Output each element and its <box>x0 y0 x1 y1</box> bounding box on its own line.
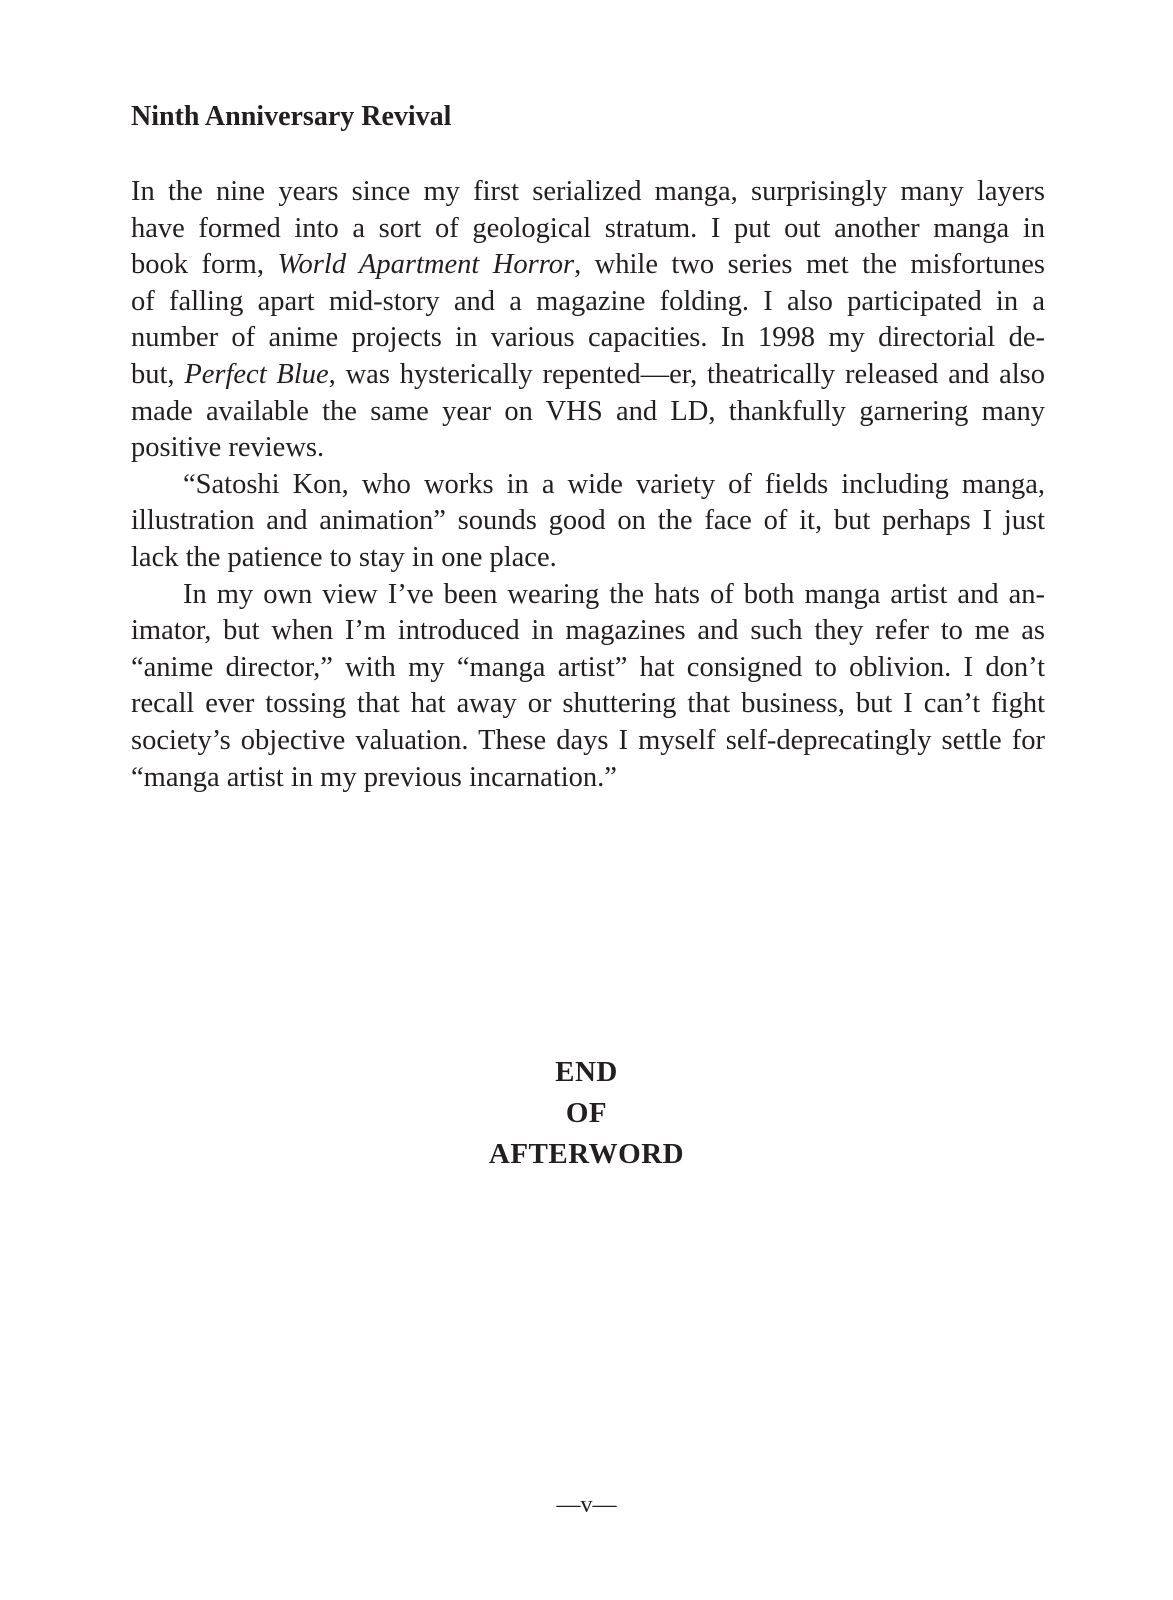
text-line: illustration and animation” sounds good on the face of it, but perhaps I just <box>131 505 1045 537</box>
text-line: of falling apart mid-story and a magazine folding. I also participated in a <box>131 285 1045 317</box>
paragraph <box>131 467 1045 577</box>
text-line: lack the patience to stay in one place. <box>131 541 557 573</box>
end-line: AFTERWORD <box>488 1138 685 1170</box>
text-line: “manga artist in my previous incarnation.” <box>131 761 617 793</box>
text-line <box>131 357 1045 394</box>
text-line: society’s objective valuation. These days I myself self-deprecatingly settle for <box>131 724 1045 756</box>
text-line: positive reviews. <box>131 432 325 464</box>
text-line: recall ever tossing that hat away or shuttering that business, but I can’t fight <box>131 688 1045 720</box>
end-line: END <box>555 1056 618 1088</box>
text-line: made available the same year on VHS and LD, thankfully garnering many <box>131 395 1045 427</box>
text-line: In the nine years since my first serialized manga, surprisingly many layers <box>131 176 1045 207</box>
text-line: “anime director,” with my “manga artist” hat consigned to oblivion. I don’t <box>131 651 1045 683</box>
text-line: have formed into a sort of geological stratum. I put out another manga in <box>131 212 1045 244</box>
text-segment: , was hysterically repented—er, theatrically released and also <box>328 358 1045 390</box>
paragraph <box>131 174 1045 467</box>
end-of-afterword <box>0 1052 1173 1175</box>
text-line: number of anime projects in various capacities. In 1998 my directorial de- <box>131 322 1045 354</box>
section-heading: Ninth Anniversary Revival <box>131 101 452 132</box>
end-line: OF <box>565 1097 608 1129</box>
text-line <box>131 247 1045 284</box>
page-number: —v— <box>556 1492 617 1518</box>
text-segment: , while two series met the misfortunes <box>574 249 1045 281</box>
text-line: In my own view I’ve been wearing the hats of both manga artist and an- <box>183 578 1045 610</box>
text-line: imator, but when I’m introduced in magazines and such they refer to me as <box>131 615 1045 647</box>
film-title: Perfect Blue <box>184 358 329 390</box>
book-title: World Apartment Horror <box>277 249 575 281</box>
paragraph <box>131 577 1045 797</box>
afterword-body <box>131 174 1045 796</box>
text-segment: book form, <box>131 249 278 281</box>
text-segment: but, <box>131 358 185 390</box>
text-line: “Satoshi Kon, who works in a wide variety of fields including manga, <box>183 468 1045 500</box>
